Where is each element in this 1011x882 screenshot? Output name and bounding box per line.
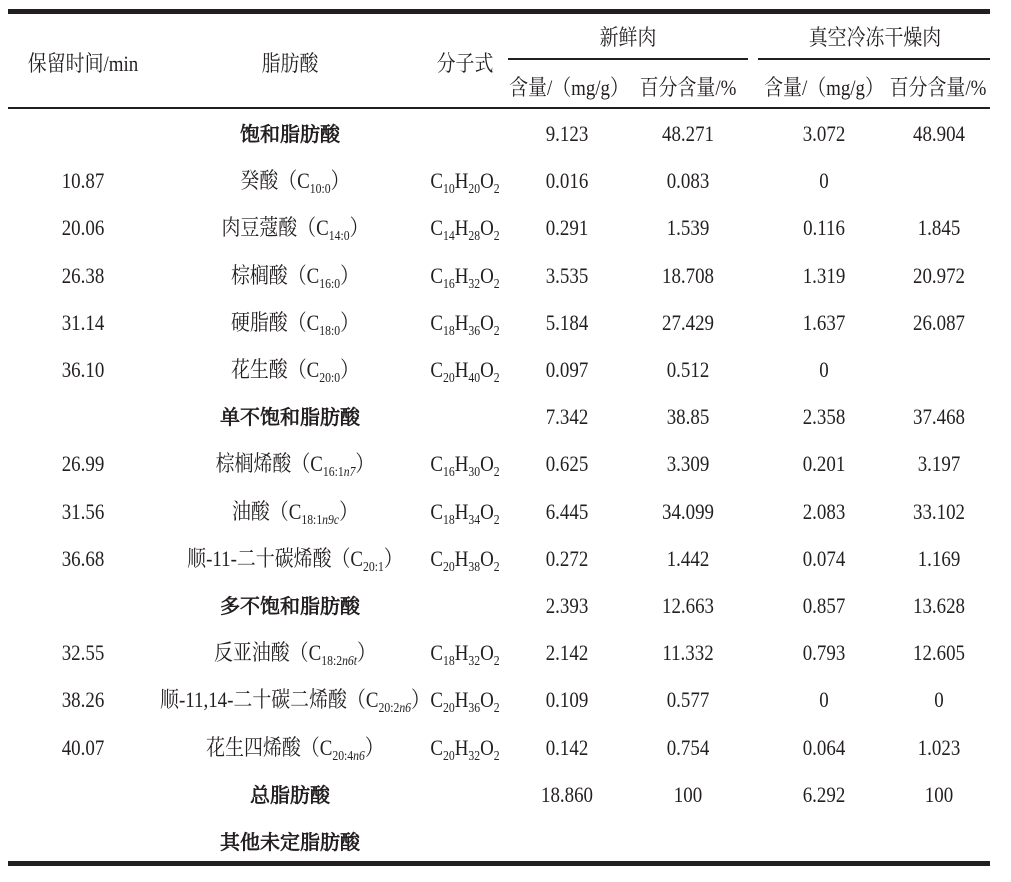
carbon-notation-omega: n6t [342,652,358,668]
fresh-percent-value: 0.512 [666,357,710,382]
carbon-notation-number: 20:1 [363,558,384,574]
formula-count: 2 [493,180,500,196]
dried-percent-value: 37.468 [912,404,966,430]
dried-percent-value: 1.845 [917,215,961,241]
formula-element: O [480,640,494,666]
header-fresh-percent: 百分含量/% [639,75,737,100]
fresh-percent-value: 27.429 [661,309,715,335]
header-formula: 分子式 [436,51,494,76]
formula-count: 20 [443,369,455,385]
fatty-acid-name-text: 棕榈烯酸（C [215,451,323,477]
fatty-acid-name-close: ） [364,734,384,760]
dried-content-value: 6.292 [802,781,846,807]
dried-percent-value: 1.023 [917,734,961,760]
fresh-content-value: 18.860 [540,781,594,807]
dried-content-value: 0.064 [802,734,846,760]
fresh-percent-value: 100 [673,781,703,807]
fresh-content-value: 7.342 [545,404,589,430]
formula-count: 2 [493,369,500,385]
section-label: 其他未定脂肪酸 [220,830,360,854]
formula-count: 32 [468,747,481,763]
formula-element: H [454,545,469,571]
formula-count: 40 [468,369,481,385]
formula-element: C [430,168,444,194]
header-group-rule-dried [758,58,990,60]
header-group-fresh: 新鲜肉 [599,25,657,50]
fresh-percent-value: 0.754 [666,734,710,760]
fatty-acid-name [153,161,437,201]
dried-content-value: 0 [819,357,829,382]
header-dried-content: 含量/（mg/g） [764,75,884,100]
formula-count: 34 [468,511,481,527]
formula-element: O [480,545,494,571]
fresh-content-value: 2.393 [545,593,589,618]
formula-element: O [480,215,494,241]
carbon-notation-number: 16:0 [319,275,341,291]
table-header-rule [8,107,990,109]
carbon-notation [301,511,339,526]
formula-count: 2 [493,652,500,668]
formula-element: H [454,734,469,760]
retention-time: 36.10 [61,357,105,382]
molecular-formula [422,680,508,720]
formula-count: 16 [443,275,455,291]
formula-count: 16 [443,464,455,480]
fatty-acid-name-close: ） [411,687,430,713]
section-label: 饱和脂肪酸 [240,122,340,146]
fresh-percent-value: 34.099 [661,498,715,524]
fresh-content-value: 0.016 [545,168,589,194]
carbon-notation-number: 18:0 [319,322,341,338]
formula-element: O [480,451,494,477]
header-fatty-acid: 脂肪酸 [261,51,319,76]
fatty-acid-name-close: ） [355,451,375,477]
dried-content-value: 3.072 [802,121,846,146]
dried-percent-value: 13.628 [912,593,966,618]
fresh-content-value: 2.142 [545,640,589,666]
section-label: 多不饱和脂肪酸 [220,594,360,618]
formula-count: 38 [468,558,481,574]
formula-element: C [430,734,444,760]
carbon-notation-number: 18:2 [321,652,343,668]
fresh-percent-value: 48.271 [661,121,715,146]
formula-count: 18 [443,511,455,527]
formula-element: H [454,309,469,335]
dried-percent-value: 33.102 [912,498,966,524]
carbon-notation [363,559,384,574]
dried-percent-value: 0 [934,687,944,713]
fatty-acid-name-text: 硬脂酸（C [230,309,320,335]
molecular-formula [422,161,508,201]
fatty-acid-name [153,492,437,532]
formula-element: C [430,262,444,288]
fatty-acid-name-text: 顺-11-二十碳烯酸（C [187,545,364,571]
header-dried-percent: 百分含量/% [889,75,987,100]
fresh-percent-value: 18.708 [661,262,715,288]
fresh-content-value: 5.184 [545,309,589,335]
carbon-notation-omega: n7 [343,464,356,480]
table-bottom-rule [8,861,990,866]
molecular-formula [422,350,508,390]
formula-count: 20 [443,747,455,763]
formula-element: C [430,215,444,241]
formula-count: 2 [493,511,500,527]
formula-element: C [430,357,444,382]
header-time: 保留时间/min [27,51,139,76]
formula-element: C [430,498,444,524]
formula-count: 2 [493,700,500,716]
dried-percent-value: 20.972 [912,262,966,288]
carbon-notation-omega: n6 [399,700,412,716]
header-group-dried: 真空冷冻干燥肉 [808,25,942,50]
formula-count: 36 [468,700,481,716]
fatty-acid-name [153,680,437,720]
formula-element: O [480,734,494,760]
formula-element: C [430,687,444,713]
carbon-notation-number: 10:0 [309,180,331,196]
carbon-notation [323,464,356,479]
retention-time: 38.26 [61,687,105,713]
formula-count: 32 [468,275,481,291]
dried-content-value: 2.358 [802,404,846,430]
fresh-percent-value: 11.332 [662,640,714,666]
fresh-percent-value: 38.85 [666,404,710,430]
carbon-notation [319,275,340,290]
formula-element: O [480,309,494,335]
formula-count: 18 [443,652,455,668]
formula-count: 20 [468,180,481,196]
fatty-acid-name-close: ） [330,168,350,194]
formula-count: 30 [468,464,481,480]
formula-count: 32 [468,652,481,668]
fresh-content-value: 0.291 [545,215,589,241]
formula-count: 18 [443,322,455,338]
fresh-percent-value: 3.309 [666,451,710,477]
fresh-content-value: 3.535 [545,262,589,288]
section-label: 总脂肪酸 [250,782,330,807]
fresh-content-value: 6.445 [545,498,589,524]
dried-content-value: 0 [819,687,829,713]
fresh-percent-value: 0.083 [666,168,710,194]
fresh-content-value: 0.109 [545,687,589,713]
fatty-acid-name-close: ） [339,498,359,524]
formula-count: 2 [493,464,500,480]
formula-count: 2 [493,747,500,763]
carbon-notation [332,747,365,762]
formula-element: H [454,498,469,524]
dried-content-value: 0.116 [803,215,845,241]
fatty-acid-name-text: 肉豆蔻酸（C [221,215,329,241]
molecular-formula [422,728,508,768]
dried-content-value: 1.637 [802,309,846,335]
formula-count: 2 [493,558,500,574]
formula-count: 2 [493,322,500,338]
dried-content-value: 0.857 [802,593,846,618]
fatty-acid-name-close: ） [340,309,360,335]
carbon-notation-number: 20:4 [332,747,354,763]
fresh-content-value: 0.272 [545,545,589,571]
fatty-acid-name-text: 癸酸（C [240,168,310,194]
formula-count: 14 [443,228,455,244]
dried-percent-value: 12.605 [912,640,966,666]
fatty-acid-name-text: 棕榈酸（C [230,262,320,288]
dried-percent-value: 100 [924,781,954,807]
retention-time: 10.87 [61,168,105,194]
dried-content-value: 0.201 [802,451,846,477]
fatty-acid-name-close: ） [340,357,360,382]
formula-element: H [454,262,469,288]
retention-time: 20.06 [61,215,105,241]
formula-element: C [430,545,444,571]
retention-time: 31.56 [61,498,105,524]
carbon-notation [319,370,340,385]
fresh-percent-value: 1.539 [666,215,710,241]
carbon-notation-number: 18:1 [301,511,323,527]
retention-time: 32.55 [61,640,105,666]
retention-time: 26.99 [61,451,105,477]
fatty-acid-name-close: ） [340,262,360,288]
fatty-acid-name [153,444,437,484]
fresh-content-value: 0.097 [545,357,589,382]
carbon-notation-number: 16:1 [322,464,344,480]
formula-element: O [480,168,494,194]
fatty-acid-name-text: 顺-11,14-二十碳二烯酸（C [160,687,379,713]
dried-content-value: 2.083 [802,498,846,524]
fatty-acid-name [153,633,437,673]
formula-element: H [454,640,469,666]
dried-percent-value: 3.197 [917,451,961,477]
fatty-acid-name [153,208,437,248]
fatty-acid-name [153,303,437,343]
fatty-acid-name-text: 反亚油酸（C [213,640,322,666]
header-group-rule-fresh [508,58,748,60]
molecular-formula [422,256,508,296]
fresh-percent-value: 0.577 [666,687,710,713]
formula-element: H [454,451,469,477]
fatty-acid-name [153,728,437,768]
formula-count: 36 [468,322,481,338]
table-top-rule [8,9,990,14]
fatty-acid-name [153,256,437,296]
fatty-acid-name-close: ） [349,215,369,241]
formula-count: 2 [493,228,500,244]
dried-content-value: 0 [819,168,829,194]
dried-percent-value: 26.087 [912,309,966,335]
dried-content-value: 0.793 [802,640,846,666]
fatty-acid-name-text: 油酸（C [231,498,302,524]
fatty-acid-name [153,539,437,579]
formula-element: O [480,262,494,288]
fresh-content-value: 0.142 [545,734,589,760]
carbon-notation [378,700,411,715]
formula-count: 28 [468,228,481,244]
dried-percent-value: 48.904 [912,121,966,146]
fresh-percent-value: 1.442 [666,545,710,571]
fatty-acid-name-close: ） [383,545,403,571]
carbon-notation [321,653,357,668]
carbon-notation [310,181,331,196]
molecular-formula [422,633,508,673]
dried-percent-value: 1.169 [917,545,961,571]
formula-element: C [430,640,444,666]
header-fresh-content: 含量/（mg/g） [509,75,629,100]
formula-element: O [480,498,494,524]
formula-count: 2 [493,275,500,291]
section-label: 单不饱和脂肪酸 [220,405,360,430]
carbon-notation-omega: n6 [353,747,365,763]
fatty-acid-name [153,350,437,390]
carbon-notation-number: 20:0 [319,369,341,385]
fatty-acid-name-text: 花生酸（C [230,357,320,382]
retention-time: 36.68 [61,545,105,571]
molecular-formula [422,444,508,484]
formula-count: 20 [443,700,455,716]
formula-element: H [454,687,469,713]
molecular-formula [422,492,508,532]
dried-content-value: 0.074 [802,545,846,571]
fresh-percent-value: 12.663 [661,593,715,618]
retention-time: 40.07 [61,734,105,760]
retention-time: 31.14 [61,309,105,335]
carbon-notation-number: 14:0 [328,228,350,244]
molecular-formula [422,208,508,248]
fresh-content-value: 9.123 [545,121,589,146]
formula-element: C [430,451,444,477]
carbon-notation-omega: n9c [322,511,340,527]
formula-count: 20 [443,558,455,574]
carbon-notation-number: 20:2 [378,700,400,716]
molecular-formula [422,303,508,343]
carbon-notation [319,323,340,338]
fatty-acid-name-text: 花生四烯酸（C [206,734,333,760]
carbon-notation [329,228,350,243]
dried-content-value: 1.319 [802,262,846,288]
formula-element: H [454,215,469,241]
retention-time: 26.38 [61,262,105,288]
formula-element: C [430,309,444,335]
fresh-content-value: 0.625 [545,451,589,477]
fatty-acid-name-close: ） [357,640,376,666]
formula-element: O [480,357,494,382]
formula-element: H [454,357,469,382]
formula-count: 10 [443,180,455,196]
molecular-formula [422,539,508,579]
formula-element: O [480,687,494,713]
formula-element: H [454,168,469,194]
